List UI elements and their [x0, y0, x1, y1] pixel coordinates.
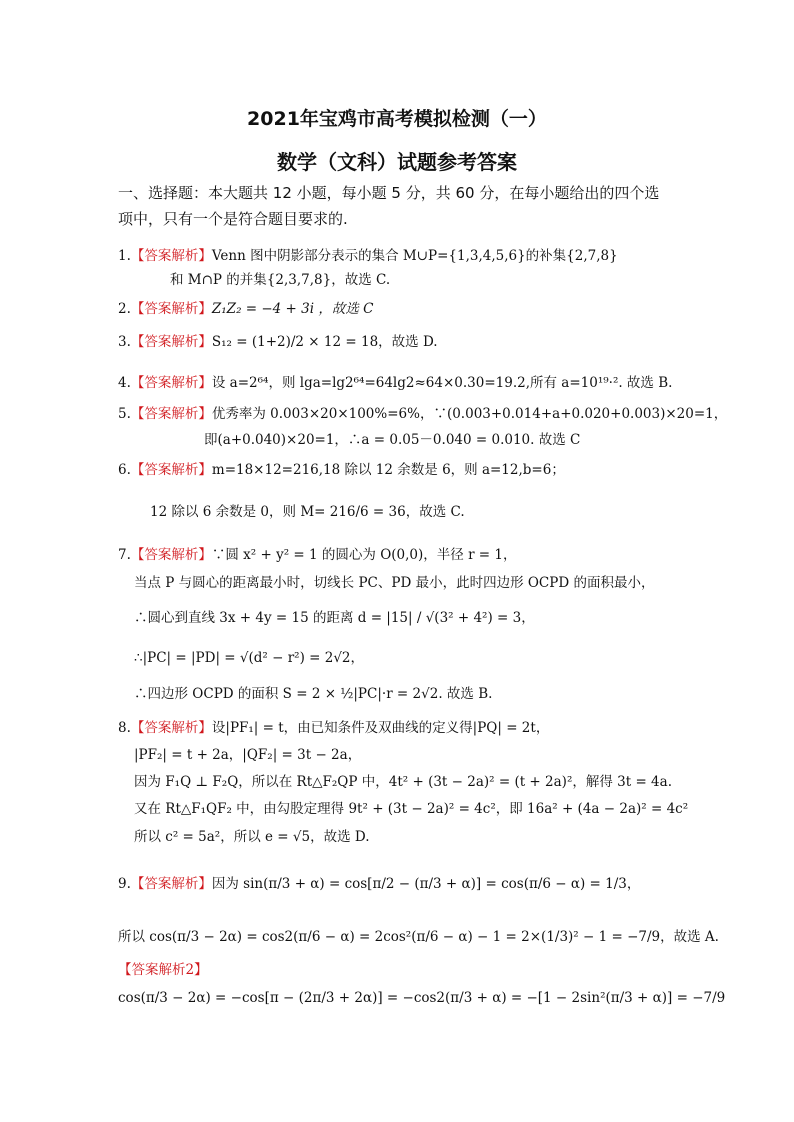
- answer-item-5: [118, 402, 727, 422]
- answer-item-2: [118, 297, 373, 317]
- item-number: 4.: [118, 375, 131, 391]
- answer-item-6: [118, 458, 565, 478]
- item-text: 设 a=2⁶⁴，则 lga=lg2⁶⁴=64lg2≈64×0.30=19.2,所有 a=10¹⁹·². 故选 B.: [211, 375, 673, 391]
- answer-item-3: [118, 330, 438, 350]
- answer-tag: 【答案解析】: [130, 375, 212, 391]
- answer-tag: 【答案解析】: [130, 876, 212, 892]
- answer-item-8-line2: |PF₂| = t + 2a，|QF₂| = 3t − 2a，: [134, 747, 362, 763]
- item-text: 设|PF₁| = t，由已知条件及双曲线的定义得|PQ| = 2t，: [211, 720, 550, 736]
- answer-item-6-line2: 12 除以 6 余数是 0，则 M= 216/6 = 36，故选 C.: [150, 504, 465, 520]
- item-text: Z₁Z₂ = −4 + 3i ，故选 C: [211, 301, 374, 317]
- answer-tag: 【答案解析】: [130, 301, 212, 317]
- item-number: 6.: [118, 462, 131, 478]
- document-title: 2021年宝鸡市高考模拟检测（一）: [247, 108, 547, 130]
- item-number: 2.: [118, 301, 131, 317]
- answer-tag: 【答案解析】: [130, 334, 212, 350]
- answer-item-1: [118, 244, 618, 264]
- answer-tag: 【答案解析】: [130, 547, 212, 563]
- answer-item-8-line3: 因为 F₁Q ⊥ F₂Q，所以在 Rt△F₂QP 中，4t² + (3t − 2a)² = (t + 2a)²，解得 3t = 4a.: [134, 774, 672, 790]
- item-text: S₁₂ = (1+2)/2 × 12 = 18，故选 D.: [211, 334, 438, 350]
- section-heading-line1: 一、选择题：本大题共 12 小题，每小题 5 分，共 60 分，在每小题给出的四个选: [118, 184, 660, 202]
- answer-item-7-line4: ∴|PC| = |PD| = √(d² − r²) = 2√2，: [134, 650, 365, 666]
- answer-tag: 【答案解析】: [130, 462, 212, 478]
- item-text: 优秀率为 0.003×20×100%=6%，∵(0.003+0.014+a+0.020+0.003)×20=1，: [211, 406, 728, 422]
- item-number: 7.: [118, 547, 131, 563]
- section-heading-line2: 项中，只有一个是符合题目要求的.: [118, 210, 348, 228]
- item-text: 因为 sin(π/3 + α) = cos[π/2 − (π/3 + α)] = cos(π/6 − α) = 1/3，: [211, 876, 641, 892]
- item-number: 9.: [118, 876, 131, 892]
- item-text: Venn 图中阴影部分表示的集合 M∪P={1,3,4,5,6}的补集{2,7,8}: [211, 248, 618, 264]
- answer-item-9-line2: 所以 cos(π/3 − 2α) = cos2(π/6 − α) = 2cos²(π/6 − α) − 1 = 2×(1/3)² − 1 = −7/9，故选 A.: [118, 929, 719, 945]
- answer-item-4: [118, 371, 672, 391]
- answer-tag: 【答案解析】: [130, 720, 212, 736]
- answer-item-5-line2: 即(a+0.040)×20=1，∴a = 0.05－0.040 = 0.010. 故选 C: [204, 432, 581, 448]
- answer-item-8: [118, 716, 549, 736]
- answer-item-8-line5: 所以 c² = 5a²，所以 e = √5，故选 D.: [134, 829, 370, 845]
- item-number: 5.: [118, 406, 131, 422]
- item-number: 3.: [118, 334, 131, 350]
- answer-tag: 【答案解析】: [130, 406, 212, 422]
- answer-item-7-line5: ∴四边形 OCPD 的面积 S = 2 × ½|PC|·r = 2√2. 故选 B.: [134, 686, 493, 702]
- answer-item-1-line2: 和 M∩P 的并集{2,3,7,8}，故选 C.: [170, 272, 391, 288]
- answer-item-7-line3: ∴圆心到直线 3x + 4y = 15 的距离 d = |15| / √(3² + 4²) = 3，: [134, 610, 535, 626]
- item-text: ∵圆 x² + y² = 1 的圆心为 O(0,0)，半径 r = 1，: [211, 547, 517, 563]
- answer-tag: 【答案解析】: [130, 248, 212, 264]
- answer-tag-2: 【答案解析2】: [118, 962, 208, 978]
- item-text: m=18×12=216,18 除以 12 余数是 6，则 a=12,b=6；: [211, 462, 565, 478]
- document-subtitle: 数学（文科）试题参考答案: [277, 150, 517, 174]
- answer-item-7-line2: 当点 P 与圆心的距离最小时，切线长 PC、PD 最小，此时四边形 OCPD 的面积最小，: [134, 575, 655, 591]
- answer-item-7: [118, 543, 517, 563]
- answer-item-9-line3: cos(π/3 − 2α) = −cos[π − (2π/3 + 2α)] = −cos2(π/3 + α) = −[1 − 2sin²(π/3 + α)] = −7/9: [118, 990, 726, 1006]
- answer-item-9: [118, 872, 640, 892]
- item-number: 1.: [118, 248, 131, 264]
- answer-item-8-line4: 又在 Rt△F₁QF₂ 中，由勾股定理得 9t² + (3t − 2a)² = 4c²，即 16a² + (4a − 2a)² = 4c²: [134, 801, 689, 817]
- item-number: 8.: [118, 720, 131, 736]
